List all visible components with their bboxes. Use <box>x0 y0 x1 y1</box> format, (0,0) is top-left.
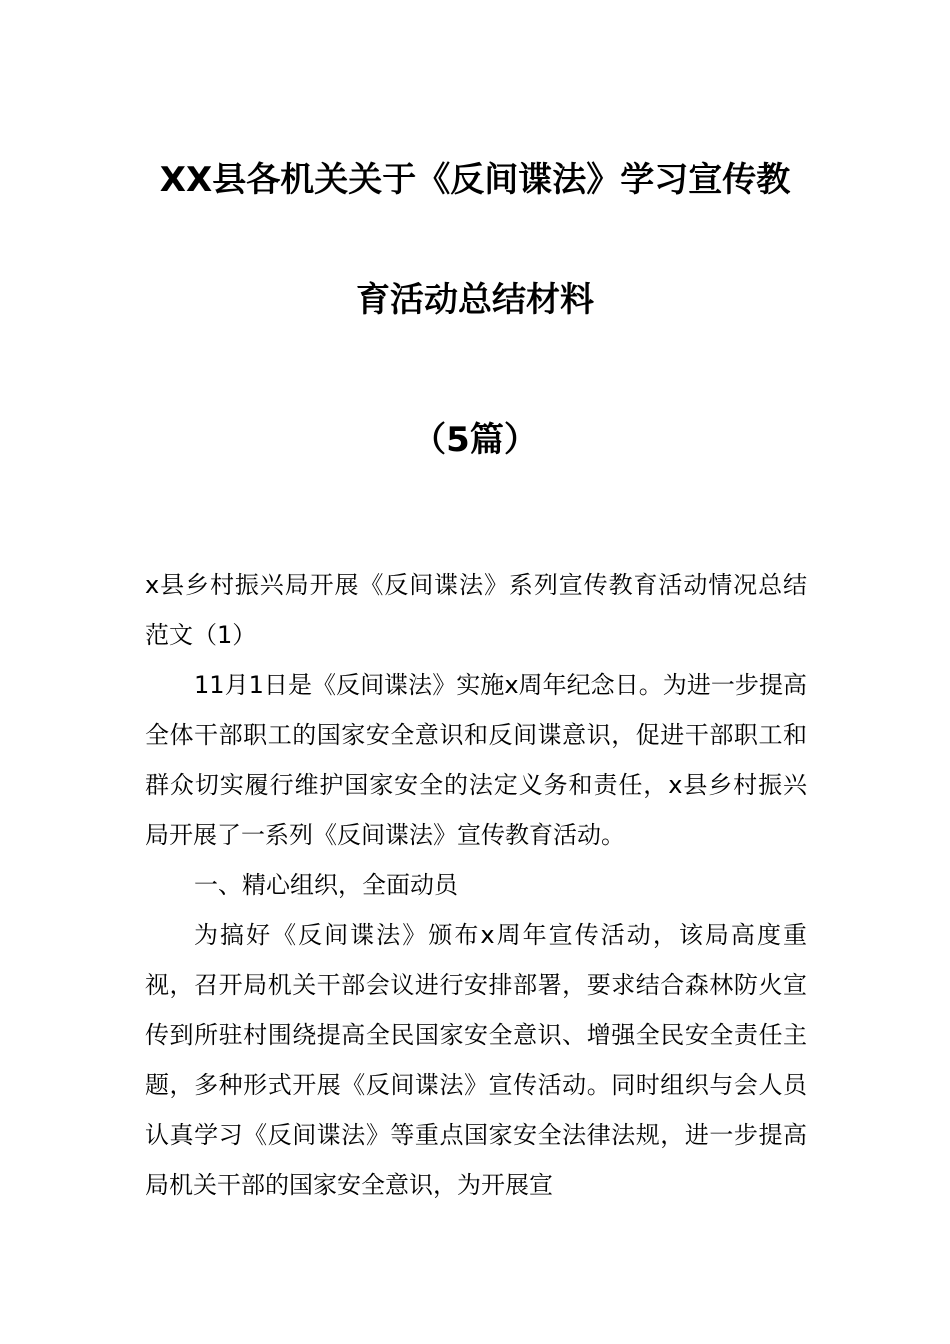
section-subtitle: x县乡村振兴局开展《反间谍法》系列宣传教育活动情况总结范文（1） <box>145 571 807 649</box>
document-title-line-1: XX县各机关关于《反间谍法》学习宣传教 <box>159 160 791 200</box>
document-title-line-2: 育活动总结材料 <box>356 280 594 320</box>
section-heading: 一、精心组织，全面动员 <box>194 871 458 899</box>
paragraph-intro: 11月1日是《反间谍法》实施x周年纪念日。为进一步提高全体干部职工的国家安全意识和反间谍意识，促进干部职工和群众切实履行维护国家安全的法定义务和责任，x县乡村振兴局开展了一系列《反间谍法》宣传教育活动。 <box>145 671 807 849</box>
document-body <box>145 560 807 1210</box>
paragraph-organize: 为搞好《反间谍法》颁布x周年宣传活动，该局高度重视，召开局机关干部会议进行安排部署，要求结合森林防火宣传到所驻村围绕提高全民国家安全意识、增强全民安全责任主题，多种形式开展《反间谍法》宣传活动。同时组织与会人员认真学习《反间谍法》等重点国家安全法律法规，进一步提高局机关干部的国家安全意识，为开展宣 <box>145 921 807 1199</box>
document-title-count: （5篇） <box>412 420 538 460</box>
